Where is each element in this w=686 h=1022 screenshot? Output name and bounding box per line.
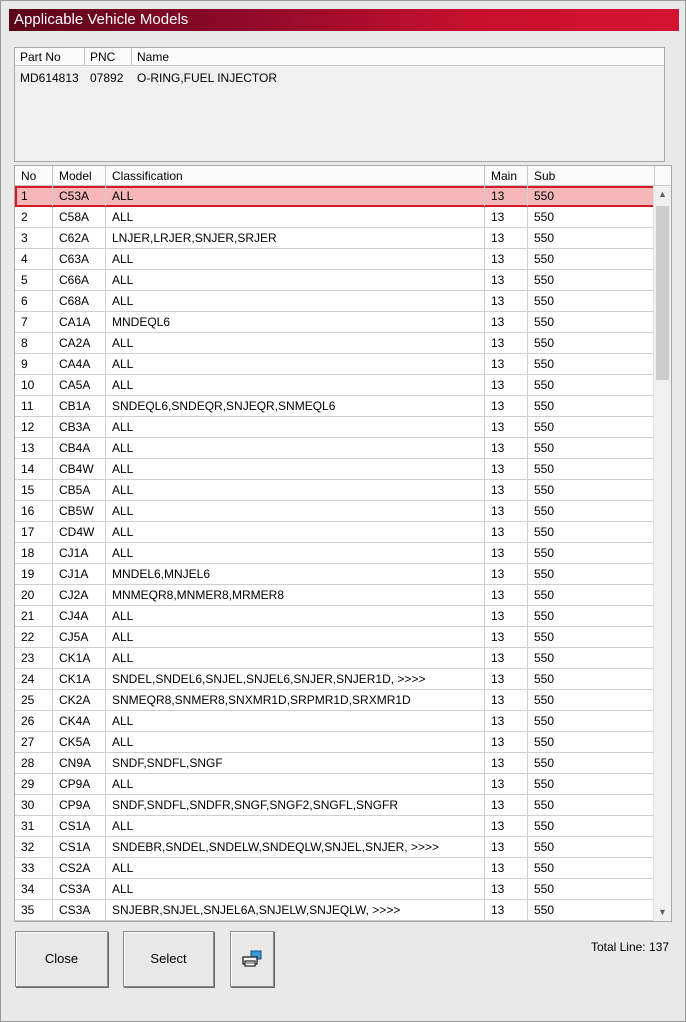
row-main: 13 xyxy=(485,564,528,584)
row-model: CJ4A xyxy=(53,606,106,626)
row-sub: 550 xyxy=(534,273,555,287)
row-no: 12 xyxy=(15,417,53,437)
row-classification: SNDEQL6,SNDEQR,SNJEQR,SNMEQL6 xyxy=(106,396,485,416)
row-main: 13 xyxy=(485,396,528,416)
row-no: 9 xyxy=(15,354,53,374)
row-sub: 550 xyxy=(534,378,555,392)
row-classification: MNDEQL6 xyxy=(106,312,485,332)
row-model: C53A xyxy=(53,186,106,206)
table-row[interactable] xyxy=(15,249,655,270)
row-model: CB4W xyxy=(53,459,106,479)
row-main: 13 xyxy=(485,354,528,374)
row-model: CP9A xyxy=(53,795,106,815)
row-classification: ALL xyxy=(106,207,485,227)
row-model: CP9A xyxy=(53,774,106,794)
row-classification: ALL xyxy=(106,354,485,374)
row-classification: ALL xyxy=(106,648,485,668)
row-model: CS1A xyxy=(53,837,106,857)
table-row[interactable] xyxy=(15,627,655,648)
table-row[interactable] xyxy=(15,669,655,690)
row-main: 13 xyxy=(485,837,528,857)
vehicle-models-grid[interactable] xyxy=(14,165,672,922)
row-model: CA1A xyxy=(53,312,106,332)
row-no: 25 xyxy=(15,690,53,710)
part-no-value: MD614813 xyxy=(20,71,79,85)
table-row[interactable] xyxy=(15,711,655,732)
row-classification: ALL xyxy=(106,501,485,521)
row-model: CS2A xyxy=(53,858,106,878)
row-main: 13 xyxy=(485,312,528,332)
table-row[interactable] xyxy=(15,690,655,711)
row-sub: 550 xyxy=(534,903,555,917)
row-model: CS3A xyxy=(53,900,106,920)
row-main: 13 xyxy=(485,333,528,353)
row-sub: 550 xyxy=(534,861,555,875)
table-row[interactable] xyxy=(15,879,655,900)
row-sub: 550 xyxy=(534,462,555,476)
row-main: 13 xyxy=(485,774,528,794)
row-no: 21 xyxy=(15,606,53,626)
row-classification: ALL xyxy=(106,270,485,290)
row-model: CJ1A xyxy=(53,543,106,563)
table-row-selected[interactable] xyxy=(15,186,655,207)
printer-icon xyxy=(241,950,263,968)
row-no: 27 xyxy=(15,732,53,752)
scroll-up-arrow-icon[interactable]: ▲ xyxy=(658,189,667,199)
row-model: CA4A xyxy=(53,354,106,374)
row-main: 13 xyxy=(485,816,528,836)
row-main: 13 xyxy=(485,480,528,500)
row-sub: 550 xyxy=(534,693,555,707)
row-sub: 550 xyxy=(534,420,555,434)
row-main: 13 xyxy=(485,501,528,521)
row-no: 17 xyxy=(15,522,53,542)
window-title: Applicable Vehicle Models xyxy=(9,9,679,31)
row-model: C68A xyxy=(53,291,106,311)
row-no: 18 xyxy=(15,543,53,563)
table-row[interactable] xyxy=(15,564,655,585)
table-row[interactable] xyxy=(15,333,655,354)
row-no: 6 xyxy=(15,291,53,311)
table-row[interactable] xyxy=(15,354,655,375)
row-main: 13 xyxy=(485,291,528,311)
row-classification: SNMEQR8,SNMER8,SNXMR1D,SRPMR1D,SRXMR1D xyxy=(106,690,485,710)
row-main: 13 xyxy=(485,585,528,605)
row-no: 5 xyxy=(15,270,53,290)
row-model: CB4A xyxy=(53,438,106,458)
row-model: CA2A xyxy=(53,333,106,353)
header-filler xyxy=(655,166,672,186)
row-sub: 550 xyxy=(534,714,555,728)
row-sub: 550 xyxy=(534,231,555,245)
row-model: CA5A xyxy=(53,375,106,395)
row-sub: 550 xyxy=(534,735,555,749)
row-main: 13 xyxy=(485,627,528,647)
total-line-count: Total Line: 137 xyxy=(590,940,669,954)
table-row[interactable] xyxy=(15,207,655,228)
row-model: CS1A xyxy=(53,816,106,836)
row-main: 13 xyxy=(485,669,528,689)
row-main: 13 xyxy=(485,753,528,773)
table-row[interactable] xyxy=(15,291,655,312)
row-main: 13 xyxy=(485,375,528,395)
table-row[interactable] xyxy=(15,816,655,837)
row-classification: ALL xyxy=(106,543,485,563)
table-row[interactable] xyxy=(15,312,655,333)
row-main: 13 xyxy=(485,711,528,731)
row-main: 13 xyxy=(485,732,528,752)
row-classification: SNJEBR,SNJEL,SNJEL6A,SNJELW,SNJEQLW, >>>> xyxy=(106,900,485,920)
row-main: 13 xyxy=(485,459,528,479)
row-main: 13 xyxy=(485,858,528,878)
row-model: C58A xyxy=(53,207,106,227)
row-sub: 550 xyxy=(534,315,555,329)
part-info-panel xyxy=(14,47,665,162)
row-sub: 550 xyxy=(534,210,555,224)
row-no: 13 xyxy=(15,438,53,458)
row-sub: 550 xyxy=(534,630,555,644)
row-sub: 550 xyxy=(534,819,555,833)
row-no: 26 xyxy=(15,711,53,731)
table-row[interactable] xyxy=(15,585,655,606)
row-model: CD4W xyxy=(53,522,106,542)
close-button[interactable]: Close xyxy=(15,931,108,987)
row-sub: 550 xyxy=(534,609,555,623)
row-sub: 550 xyxy=(534,798,555,812)
row-no: 24 xyxy=(15,669,53,689)
classification-column-header[interactable]: Classification xyxy=(106,166,485,186)
row-no: 3 xyxy=(15,228,53,248)
row-no: 35 xyxy=(15,900,53,920)
table-row[interactable] xyxy=(15,501,655,522)
row-no: 11 xyxy=(15,396,53,416)
row-no: 16 xyxy=(15,501,53,521)
row-sub: 550 xyxy=(534,546,555,560)
row-model: CK4A xyxy=(53,711,106,731)
row-no: 34 xyxy=(15,879,53,899)
row-sub: 550 xyxy=(534,189,555,203)
model-column-header[interactable]: Model xyxy=(53,166,106,186)
row-sub: 550 xyxy=(534,399,555,413)
table-row[interactable] xyxy=(15,396,655,417)
table-row[interactable] xyxy=(15,606,655,627)
row-main: 13 xyxy=(485,228,528,248)
row-model: CJ1A xyxy=(53,564,106,584)
table-row[interactable] xyxy=(15,438,655,459)
row-model: CJ5A xyxy=(53,627,106,647)
row-sub: 550 xyxy=(534,651,555,665)
select-button[interactable]: Select xyxy=(123,931,214,987)
table-row[interactable] xyxy=(15,270,655,291)
row-sub: 550 xyxy=(534,672,555,686)
row-model: CN9A xyxy=(53,753,106,773)
table-row[interactable] xyxy=(15,900,655,921)
row-no: 19 xyxy=(15,564,53,584)
row-sub: 550 xyxy=(534,336,555,350)
row-sub: 550 xyxy=(534,504,555,518)
row-sub: 550 xyxy=(534,483,555,497)
table-row[interactable] xyxy=(15,648,655,669)
row-main: 13 xyxy=(485,438,528,458)
row-classification: ALL xyxy=(106,816,485,836)
table-row[interactable] xyxy=(15,522,655,543)
row-main: 13 xyxy=(485,543,528,563)
part-name-value: O-RING,FUEL INJECTOR xyxy=(137,71,278,85)
row-model: CB5W xyxy=(53,501,106,521)
table-row[interactable] xyxy=(15,228,655,249)
vertical-scrollbar[interactable] xyxy=(653,186,671,921)
table-row[interactable] xyxy=(15,774,655,795)
row-classification: SNDF,SNDFL,SNGF xyxy=(106,753,485,773)
row-main: 13 xyxy=(485,606,528,626)
row-main: 13 xyxy=(485,417,528,437)
row-main: 13 xyxy=(485,207,528,227)
name-header[interactable]: Name xyxy=(132,48,664,66)
row-classification: ALL xyxy=(106,732,485,752)
table-row[interactable] xyxy=(15,837,655,858)
row-no: 33 xyxy=(15,858,53,878)
row-model: CB3A xyxy=(53,417,106,437)
row-sub: 550 xyxy=(534,588,555,602)
row-sub: 550 xyxy=(534,777,555,791)
row-classification: ALL xyxy=(106,480,485,500)
row-model: CK5A xyxy=(53,732,106,752)
row-main: 13 xyxy=(485,249,528,269)
row-classification: SNDF,SNDFL,SNDFR,SNGF,SNGF2,SNGFL,SNGFR xyxy=(106,795,485,815)
row-model: CK2A xyxy=(53,690,106,710)
row-no: 30 xyxy=(15,795,53,815)
row-sub: 550 xyxy=(534,357,555,371)
row-classification: ALL xyxy=(106,375,485,395)
table-row[interactable] xyxy=(15,753,655,774)
row-no: 10 xyxy=(15,375,53,395)
row-classification: MNMEQR8,MNMER8,MRMER8 xyxy=(106,585,485,605)
row-classification: ALL xyxy=(106,627,485,647)
table-row[interactable] xyxy=(15,459,655,480)
row-sub: 550 xyxy=(534,567,555,581)
table-row[interactable] xyxy=(15,417,655,438)
row-no: 2 xyxy=(15,207,53,227)
row-no: 15 xyxy=(15,480,53,500)
no-column-header[interactable]: No xyxy=(15,166,53,186)
print-button[interactable] xyxy=(230,931,274,987)
row-model: CS3A xyxy=(53,879,106,899)
row-model: CK1A xyxy=(53,669,106,689)
row-model: C62A xyxy=(53,228,106,248)
row-sub: 550 xyxy=(534,756,555,770)
row-main: 13 xyxy=(485,522,528,542)
row-no: 28 xyxy=(15,753,53,773)
row-no: 29 xyxy=(15,774,53,794)
row-classification: ALL xyxy=(106,879,485,899)
row-sub: 550 xyxy=(534,441,555,455)
row-main: 13 xyxy=(485,879,528,899)
row-classification: MNDEL6,MNJEL6 xyxy=(106,564,485,584)
row-no: 1 xyxy=(15,186,53,206)
row-model: CB1A xyxy=(53,396,106,416)
row-main: 13 xyxy=(485,270,528,290)
row-classification: ALL xyxy=(106,858,485,878)
row-no: 31 xyxy=(15,816,53,836)
row-classification: ALL xyxy=(106,438,485,458)
row-sub: 550 xyxy=(534,882,555,896)
row-no: 8 xyxy=(15,333,53,353)
pnc-value: 07892 xyxy=(90,71,124,85)
row-classification: ALL xyxy=(106,333,485,353)
row-no: 14 xyxy=(15,459,53,479)
sub-column-header[interactable]: Sub xyxy=(528,166,655,186)
table-row[interactable] xyxy=(15,795,655,816)
row-classification: ALL xyxy=(106,417,485,437)
row-sub: 550 xyxy=(534,840,555,854)
row-no: 22 xyxy=(15,627,53,647)
row-classification: ALL xyxy=(106,459,485,479)
row-main: 13 xyxy=(485,648,528,668)
table-row[interactable] xyxy=(15,480,655,501)
row-main: 13 xyxy=(485,186,528,206)
row-classification: ALL xyxy=(106,711,485,731)
row-sub: 550 xyxy=(534,294,555,308)
row-classification: ALL xyxy=(106,522,485,542)
row-no: 20 xyxy=(15,585,53,605)
row-classification: ALL xyxy=(106,606,485,626)
table-row[interactable] xyxy=(15,858,655,879)
scroll-down-arrow-icon[interactable]: ▼ xyxy=(658,907,667,917)
row-no: 23 xyxy=(15,648,53,668)
part-no-header[interactable]: Part No xyxy=(15,48,85,66)
row-model: CK1A xyxy=(53,648,106,668)
scroll-thumb[interactable] xyxy=(656,206,669,380)
row-main: 13 xyxy=(485,690,528,710)
row-sub: 550 xyxy=(534,525,555,539)
row-classification: ALL xyxy=(106,774,485,794)
row-no: 7 xyxy=(15,312,53,332)
row-model: C66A xyxy=(53,270,106,290)
table-row[interactable] xyxy=(15,732,655,753)
row-model: CB5A xyxy=(53,480,106,500)
row-classification: ALL xyxy=(106,186,485,206)
row-classification: SNDEBR,SNDEL,SNDELW,SNDEQLW,SNJEL,SNJER, >>>> xyxy=(106,837,485,857)
row-main: 13 xyxy=(485,900,528,920)
table-row[interactable] xyxy=(15,543,655,564)
row-classification: LNJER,LRJER,SNJER,SRJER xyxy=(106,228,485,248)
row-classification: SNDEL,SNDEL6,SNJEL,SNJEL6,SNJER,SNJER1D, >>>> xyxy=(106,669,485,689)
row-model: C63A xyxy=(53,249,106,269)
pnc-header[interactable]: PNC xyxy=(85,48,132,66)
row-model: CJ2A xyxy=(53,585,106,605)
row-no: 4 xyxy=(15,249,53,269)
row-classification: ALL xyxy=(106,291,485,311)
row-main: 13 xyxy=(485,795,528,815)
row-sub: 550 xyxy=(534,252,555,266)
table-row[interactable] xyxy=(15,375,655,396)
row-classification: ALL xyxy=(106,249,485,269)
main-column-header[interactable]: Main xyxy=(485,166,528,186)
row-no: 32 xyxy=(15,837,53,857)
